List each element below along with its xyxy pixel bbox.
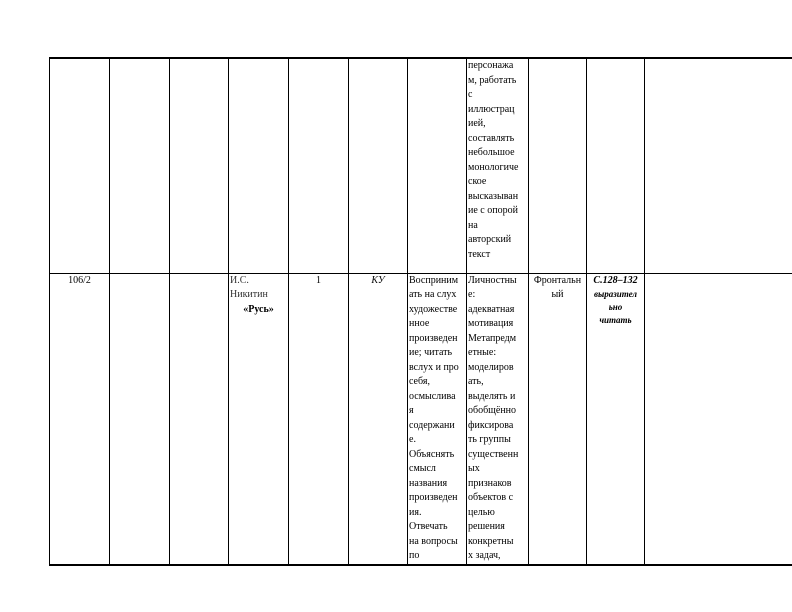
lesson-plan-table xyxy=(49,57,792,566)
text-line: смысл xyxy=(409,463,436,474)
text-line: содержани xyxy=(409,419,455,431)
cell-empty-3 xyxy=(170,58,229,273)
text-line: на xyxy=(468,219,478,231)
cell-continued-text xyxy=(467,58,529,273)
text-line: конкретны xyxy=(468,535,514,547)
lesson-hours: 1 xyxy=(289,273,349,565)
text-line: ие; читать xyxy=(409,347,453,358)
text-line: решения xyxy=(468,521,505,532)
text-line: х задач, xyxy=(468,550,501,561)
text-line: по xyxy=(409,550,420,561)
cell-activities-empty xyxy=(408,58,467,273)
text-line: составлять xyxy=(468,132,515,144)
text-line: иллюстрац xyxy=(468,103,515,115)
lesson-results xyxy=(467,273,529,565)
cell-empty-2 xyxy=(110,58,170,273)
text-line: себя, xyxy=(409,376,430,387)
continuation-row xyxy=(50,58,792,273)
text-line: монологиче xyxy=(468,161,519,173)
text-line: признаков xyxy=(468,477,512,489)
author-line: Никитин xyxy=(230,289,268,300)
text-line: персонажа xyxy=(468,60,514,71)
homework-note-line: выразител xyxy=(593,289,638,299)
text-line: ать на слух xyxy=(409,289,457,300)
text-line: Метапредм xyxy=(468,332,517,344)
text-line: с xyxy=(468,89,473,100)
text-line: моделиров xyxy=(468,361,514,373)
cell-topic-empty xyxy=(229,58,289,273)
text-line: ть группы xyxy=(468,434,511,445)
lesson-row xyxy=(50,273,792,565)
text-line: м, работать xyxy=(468,74,517,86)
cell-homework-empty xyxy=(587,58,645,273)
text-line: объектов с xyxy=(468,492,514,503)
text-line: авторский xyxy=(468,234,512,245)
cell-empty-3 xyxy=(170,273,229,565)
text-line: е: xyxy=(468,289,476,300)
text-line: Отвечать xyxy=(409,521,448,532)
text-line: вслух и про xyxy=(409,361,459,373)
lesson-homework xyxy=(587,273,645,565)
text-line: нное xyxy=(409,318,430,329)
text-line: художестве xyxy=(409,303,458,315)
text-line: существенн xyxy=(468,448,519,460)
cell-control-empty xyxy=(529,58,587,273)
text-line: названия xyxy=(409,477,448,489)
lesson-notes xyxy=(645,273,792,565)
text-line: ией, xyxy=(468,118,486,129)
text-line: произведен xyxy=(409,492,458,503)
lesson-type: КУ xyxy=(349,273,408,565)
work-title: «Русь» xyxy=(243,303,274,315)
text-line: адекватная xyxy=(468,303,515,315)
cell-empty-2 xyxy=(110,273,170,565)
lesson-control xyxy=(529,273,587,565)
text-line: целью xyxy=(468,506,495,518)
homework-note-line: читать xyxy=(599,315,632,325)
text-line: на вопросы xyxy=(409,535,458,547)
homework-note-line: ьно xyxy=(608,302,623,312)
text-line: Восприним xyxy=(409,274,459,286)
text-line: высказыван xyxy=(468,190,519,202)
cell-hours-empty xyxy=(289,58,349,273)
lesson-activities xyxy=(408,273,467,565)
cell-number-empty xyxy=(50,58,110,273)
text-line: е. xyxy=(409,434,416,445)
text-line: небольшое xyxy=(468,147,515,158)
cell-type-empty xyxy=(349,58,408,273)
text-line: произведен xyxy=(409,332,458,344)
text-line: текст xyxy=(468,248,491,260)
text-line: ать, xyxy=(468,376,484,387)
lesson-number: 106/2 xyxy=(50,273,110,565)
text-line: Фронтальн xyxy=(533,274,582,286)
text-line: Личностны xyxy=(468,274,517,286)
text-line: выделять и xyxy=(468,390,516,402)
text-line: ый xyxy=(551,289,564,300)
text-line: ское xyxy=(468,176,487,187)
cell-notes-empty xyxy=(645,58,792,273)
lesson-topic xyxy=(229,273,289,565)
text-line: обобщённо xyxy=(468,405,517,416)
text-line: осмыслива xyxy=(409,390,456,402)
homework-pages: С.128–132 xyxy=(593,274,638,286)
text-line: фиксирова xyxy=(468,419,514,431)
text-line: Объяснять xyxy=(409,448,455,460)
author-line: И.С. xyxy=(230,274,249,286)
text-line: ие с опорой xyxy=(468,205,518,216)
text-line: я xyxy=(409,405,414,416)
text-line: ых xyxy=(468,463,480,474)
text-line: ия. xyxy=(409,506,422,518)
text-line: етные: xyxy=(468,347,497,358)
text-line: мотивация xyxy=(468,318,514,329)
